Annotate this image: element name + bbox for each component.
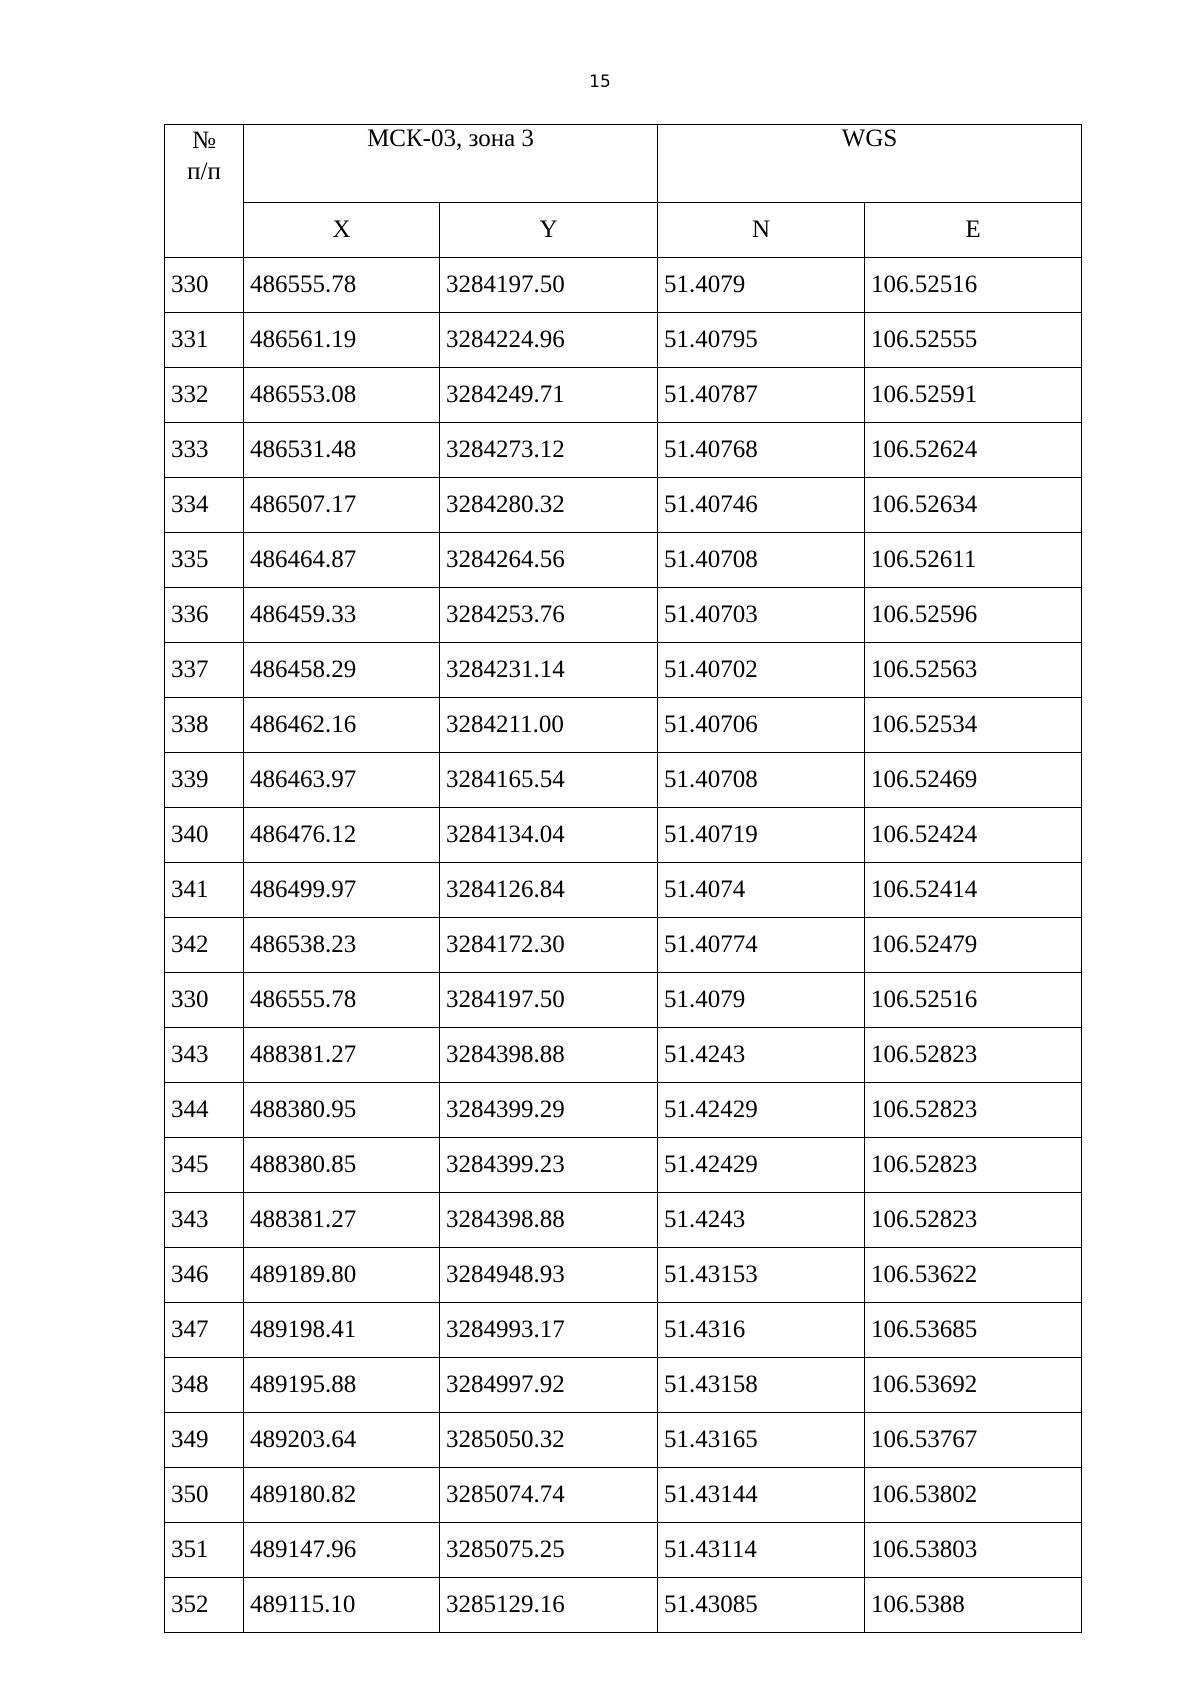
cell-y: 3284948.93 [440, 1248, 658, 1303]
cell-x: 489147.96 [244, 1523, 440, 1578]
cell-number: 348 [165, 1358, 244, 1413]
cell-number: 331 [165, 313, 244, 368]
table-row [165, 753, 1082, 808]
cell-x: 486462.16 [244, 698, 440, 753]
cell-e: 106.52823 [865, 1083, 1082, 1138]
cell-e: 106.52823 [865, 1138, 1082, 1193]
table-row [165, 533, 1082, 588]
cell-number: 343 [165, 1028, 244, 1083]
table-row [165, 368, 1082, 423]
table-row [165, 808, 1082, 863]
table-row [165, 478, 1082, 533]
cell-n: 51.42429 [658, 1083, 865, 1138]
cell-number: 340 [165, 808, 244, 863]
cell-n: 51.40708 [658, 533, 865, 588]
cell-y: 3285074.74 [440, 1468, 658, 1523]
table-row [165, 588, 1082, 643]
cell-x: 486555.78 [244, 973, 440, 1028]
cell-number: 346 [165, 1248, 244, 1303]
cell-e: 106.52555 [865, 313, 1082, 368]
cell-number: 330 [165, 258, 244, 313]
cell-x: 486553.08 [244, 368, 440, 423]
cell-x: 488381.27 [244, 1193, 440, 1248]
cell-n: 51.43144 [658, 1468, 865, 1523]
cell-n: 51.40706 [658, 698, 865, 753]
table-body [165, 258, 1082, 1633]
cell-e: 106.53692 [865, 1358, 1082, 1413]
cell-number: 345 [165, 1138, 244, 1193]
cell-n: 51.43153 [658, 1248, 865, 1303]
cell-y: 3284398.88 [440, 1193, 658, 1248]
cell-y: 3284231.14 [440, 643, 658, 698]
cell-number: 332 [165, 368, 244, 423]
cell-e: 106.52479 [865, 918, 1082, 973]
cell-x: 489180.82 [244, 1468, 440, 1523]
table-row [165, 1413, 1082, 1468]
cell-y: 3284264.56 [440, 533, 658, 588]
cell-e: 106.52563 [865, 643, 1082, 698]
cell-y: 3284224.96 [440, 313, 658, 368]
cell-n: 51.4079 [658, 973, 865, 1028]
cell-number: 337 [165, 643, 244, 698]
cell-e: 106.52634 [865, 478, 1082, 533]
cell-n: 51.40708 [658, 753, 865, 808]
cell-number: 352 [165, 1578, 244, 1633]
cell-y: 3284165.54 [440, 753, 658, 808]
cell-n: 51.40774 [658, 918, 865, 973]
cell-n: 51.4243 [658, 1193, 865, 1248]
table-row [165, 1523, 1082, 1578]
header-number [165, 125, 244, 258]
cell-number: 338 [165, 698, 244, 753]
cell-e: 106.52611 [865, 533, 1082, 588]
table-row [165, 1193, 1082, 1248]
cell-e: 106.53622 [865, 1248, 1082, 1303]
cell-x: 489115.10 [244, 1578, 440, 1633]
cell-x: 489195.88 [244, 1358, 440, 1413]
cell-number: 349 [165, 1413, 244, 1468]
cell-number: 330 [165, 973, 244, 1028]
header-e: E [865, 203, 1082, 258]
cell-n: 51.40787 [658, 368, 865, 423]
cell-number: 333 [165, 423, 244, 478]
cell-y: 3284172.30 [440, 918, 658, 973]
cell-y: 3284211.00 [440, 698, 658, 753]
cell-e: 106.52823 [865, 1028, 1082, 1083]
cell-x: 486463.97 [244, 753, 440, 808]
cell-y: 3284399.23 [440, 1138, 658, 1193]
cell-x: 486531.48 [244, 423, 440, 478]
cell-x: 486561.19 [244, 313, 440, 368]
table-row [165, 1248, 1082, 1303]
cell-n: 51.40795 [658, 313, 865, 368]
cell-n: 51.4074 [658, 863, 865, 918]
cell-number: 339 [165, 753, 244, 808]
cell-number: 351 [165, 1523, 244, 1578]
cell-y: 3284997.92 [440, 1358, 658, 1413]
table-row [165, 1468, 1082, 1523]
cell-x: 489198.41 [244, 1303, 440, 1358]
header-number-abbrev: п/п [187, 158, 221, 185]
table-row [165, 643, 1082, 698]
cell-number: 343 [165, 1193, 244, 1248]
table-row [165, 1578, 1082, 1633]
cell-y: 3285050.32 [440, 1413, 658, 1468]
table-row [165, 1083, 1082, 1138]
cell-x: 486507.17 [244, 478, 440, 533]
cell-n: 51.40746 [658, 478, 865, 533]
table-header [165, 125, 1082, 258]
table-row [165, 258, 1082, 313]
header-number-symbol: № [192, 127, 216, 154]
header-y: Y [440, 203, 658, 258]
cell-y: 3284253.76 [440, 588, 658, 643]
cell-n: 51.4079 [658, 258, 865, 313]
cell-e: 106.5388 [865, 1578, 1082, 1633]
cell-x: 488380.95 [244, 1083, 440, 1138]
cell-number: 347 [165, 1303, 244, 1358]
cell-n: 51.43165 [658, 1413, 865, 1468]
cell-x: 486538.23 [244, 918, 440, 973]
cell-e: 106.52516 [865, 973, 1082, 1028]
header-msk-group: МСК-03, зона 3 [244, 125, 658, 203]
header-n: N [658, 203, 865, 258]
cell-x: 486555.78 [244, 258, 440, 313]
cell-x: 488381.27 [244, 1028, 440, 1083]
cell-y: 3284197.50 [440, 258, 658, 313]
header-wgs-group: WGS [658, 125, 1082, 203]
cell-n: 51.43085 [658, 1578, 865, 1633]
cell-e: 106.52424 [865, 808, 1082, 863]
cell-n: 51.43114 [658, 1523, 865, 1578]
cell-e: 106.53803 [865, 1523, 1082, 1578]
cell-n: 51.4316 [658, 1303, 865, 1358]
table-row [165, 973, 1082, 1028]
cell-e: 106.52534 [865, 698, 1082, 753]
table-row [165, 423, 1082, 478]
cell-y: 3284249.71 [440, 368, 658, 423]
cell-number: 336 [165, 588, 244, 643]
cell-e: 106.52469 [865, 753, 1082, 808]
cell-e: 106.52414 [865, 863, 1082, 918]
table-row [165, 313, 1082, 368]
cell-y: 3284993.17 [440, 1303, 658, 1358]
cell-number: 334 [165, 478, 244, 533]
page-number: 15 [589, 72, 611, 92]
cell-y: 3284134.04 [440, 808, 658, 863]
cell-e: 106.52823 [865, 1193, 1082, 1248]
cell-y: 3284126.84 [440, 863, 658, 918]
table-row [165, 1303, 1082, 1358]
cell-y: 3284398.88 [440, 1028, 658, 1083]
cell-number: 350 [165, 1468, 244, 1523]
cell-e: 106.52591 [865, 368, 1082, 423]
cell-n: 51.43158 [658, 1358, 865, 1413]
cell-e: 106.52624 [865, 423, 1082, 478]
cell-y: 3284280.32 [440, 478, 658, 533]
cell-number: 341 [165, 863, 244, 918]
cell-n: 51.40703 [658, 588, 865, 643]
cell-y: 3285129.16 [440, 1578, 658, 1633]
cell-n: 51.40719 [658, 808, 865, 863]
cell-e: 106.53685 [865, 1303, 1082, 1358]
cell-e: 106.52516 [865, 258, 1082, 313]
cell-y: 3284273.12 [440, 423, 658, 478]
cell-x: 486464.87 [244, 533, 440, 588]
cell-x: 488380.85 [244, 1138, 440, 1193]
cell-e: 106.52596 [865, 588, 1082, 643]
table-row [165, 1358, 1082, 1413]
cell-y: 3284399.29 [440, 1083, 658, 1138]
header-x: X [244, 203, 440, 258]
cell-x: 486459.33 [244, 588, 440, 643]
cell-number: 335 [165, 533, 244, 588]
cell-y: 3285075.25 [440, 1523, 658, 1578]
cell-n: 51.40768 [658, 423, 865, 478]
table-row [165, 1138, 1082, 1193]
cell-x: 486499.97 [244, 863, 440, 918]
cell-y: 3284197.50 [440, 973, 658, 1028]
table-row [165, 698, 1082, 753]
cell-x: 489189.80 [244, 1248, 440, 1303]
table-row [165, 1028, 1082, 1083]
cell-number: 342 [165, 918, 244, 973]
cell-e: 106.53767 [865, 1413, 1082, 1468]
cell-x: 486458.29 [244, 643, 440, 698]
cell-x: 486476.12 [244, 808, 440, 863]
cell-e: 106.53802 [865, 1468, 1082, 1523]
table-row [165, 918, 1082, 973]
coordinates-table [164, 124, 1082, 1633]
cell-n: 51.4243 [658, 1028, 865, 1083]
cell-number: 344 [165, 1083, 244, 1138]
cell-x: 489203.64 [244, 1413, 440, 1468]
cell-n: 51.40702 [658, 643, 865, 698]
table-row [165, 863, 1082, 918]
cell-n: 51.42429 [658, 1138, 865, 1193]
